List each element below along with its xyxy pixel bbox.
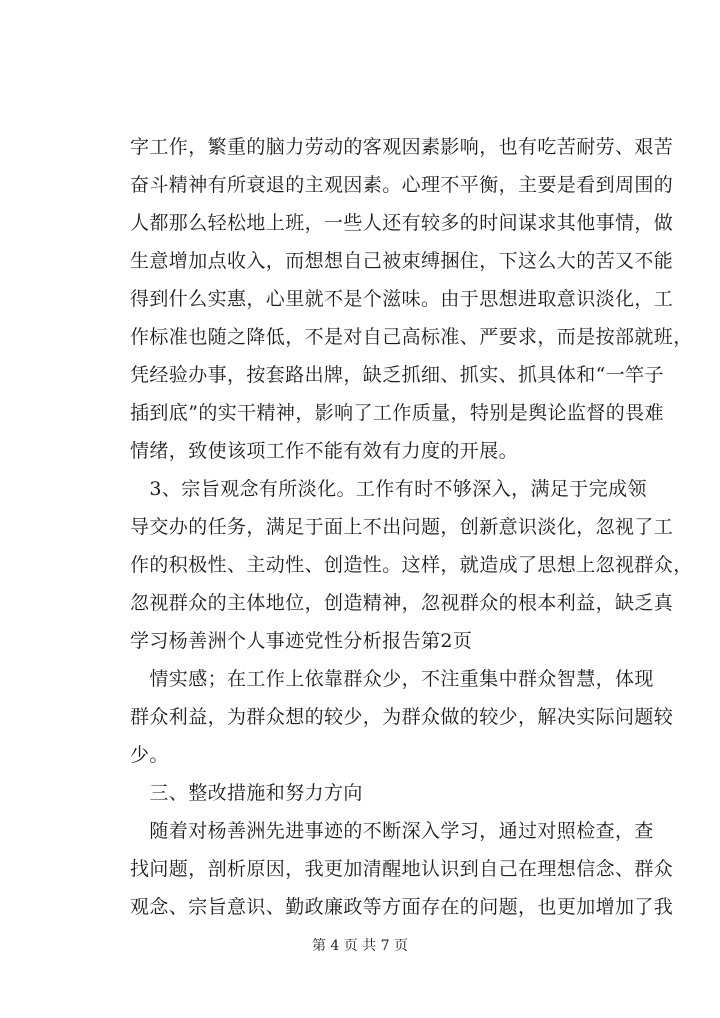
text-line: 人都那么轻松地上班，一些人还有较多的时间谋求其他事情，做 xyxy=(130,212,674,234)
text-line: 忽视群众的主体地位，创造精神，忽视群众的根本利益，缺乏真 xyxy=(130,592,674,614)
text-line: 群众利益，为群众想的较少，为群众做的较少，解决实际问题较 xyxy=(130,706,674,728)
text-line: 插到底”的实干精神，影响了工作质量，特别是舆论监督的畏难 xyxy=(130,402,664,424)
text-line: 情实感；在工作上依靠群众少，不注重集中群众智慧，体现 xyxy=(130,668,654,690)
text-line: 生意增加点收入，而想想自己被束缚捆住，下这么大的苦又不能 xyxy=(130,250,674,272)
text-line: 导交办的任务，满足于面上不出问题，创新意识淡化，忽视了工 xyxy=(130,516,674,538)
text-line: 学习杨善洲个人事迹党性分析报告第2页 xyxy=(130,630,473,652)
text-line: 奋斗精神有所衰退的主观因素。心理不平衡，主要是看到周围的 xyxy=(130,174,674,196)
text-line: 凭经验办事，按套路出牌，缺乏抓细、抓实、抓具体和“一竿子 xyxy=(130,364,664,386)
text-line: 少。 xyxy=(130,744,169,766)
text-line: 作标准也随之降低，不是对自己高标准、严要求，而是按部就班， xyxy=(130,326,693,348)
text-line: 随着对杨善洲先进事迹的不断深入学习，通过对照检查，查 xyxy=(130,820,654,842)
text-line: 观念、宗旨意识、勤政廉政等方面存在的问题，也更加增加了我 xyxy=(130,896,674,918)
text-line: 找问题，剖析原因，我更加清醒地认识到自己在理想信念、群众 xyxy=(130,858,674,880)
text-line: 得到什么实惠，心里就不是个滋味。由于思想进取意识淡化，工 xyxy=(130,288,674,310)
text-line: 作的积极性、主动性、创造性。这样，就造成了思想上忽视群众， xyxy=(130,554,693,576)
text-line: 3、宗旨观念有所淡化。工作有时不够深入，满足于完成领 xyxy=(130,478,647,500)
page-number-footer: 第 4 页 共 7 页 xyxy=(311,938,409,954)
text-line: 字工作，繁重的脑力劳动的客观因素影响，也有吃苦耐劳、艰苦 xyxy=(130,136,674,158)
text-line: 情绪，致使该项工作不能有效有力度的开展。 xyxy=(130,440,519,462)
section-heading: 三、整改措施和努力方向 xyxy=(130,782,363,804)
